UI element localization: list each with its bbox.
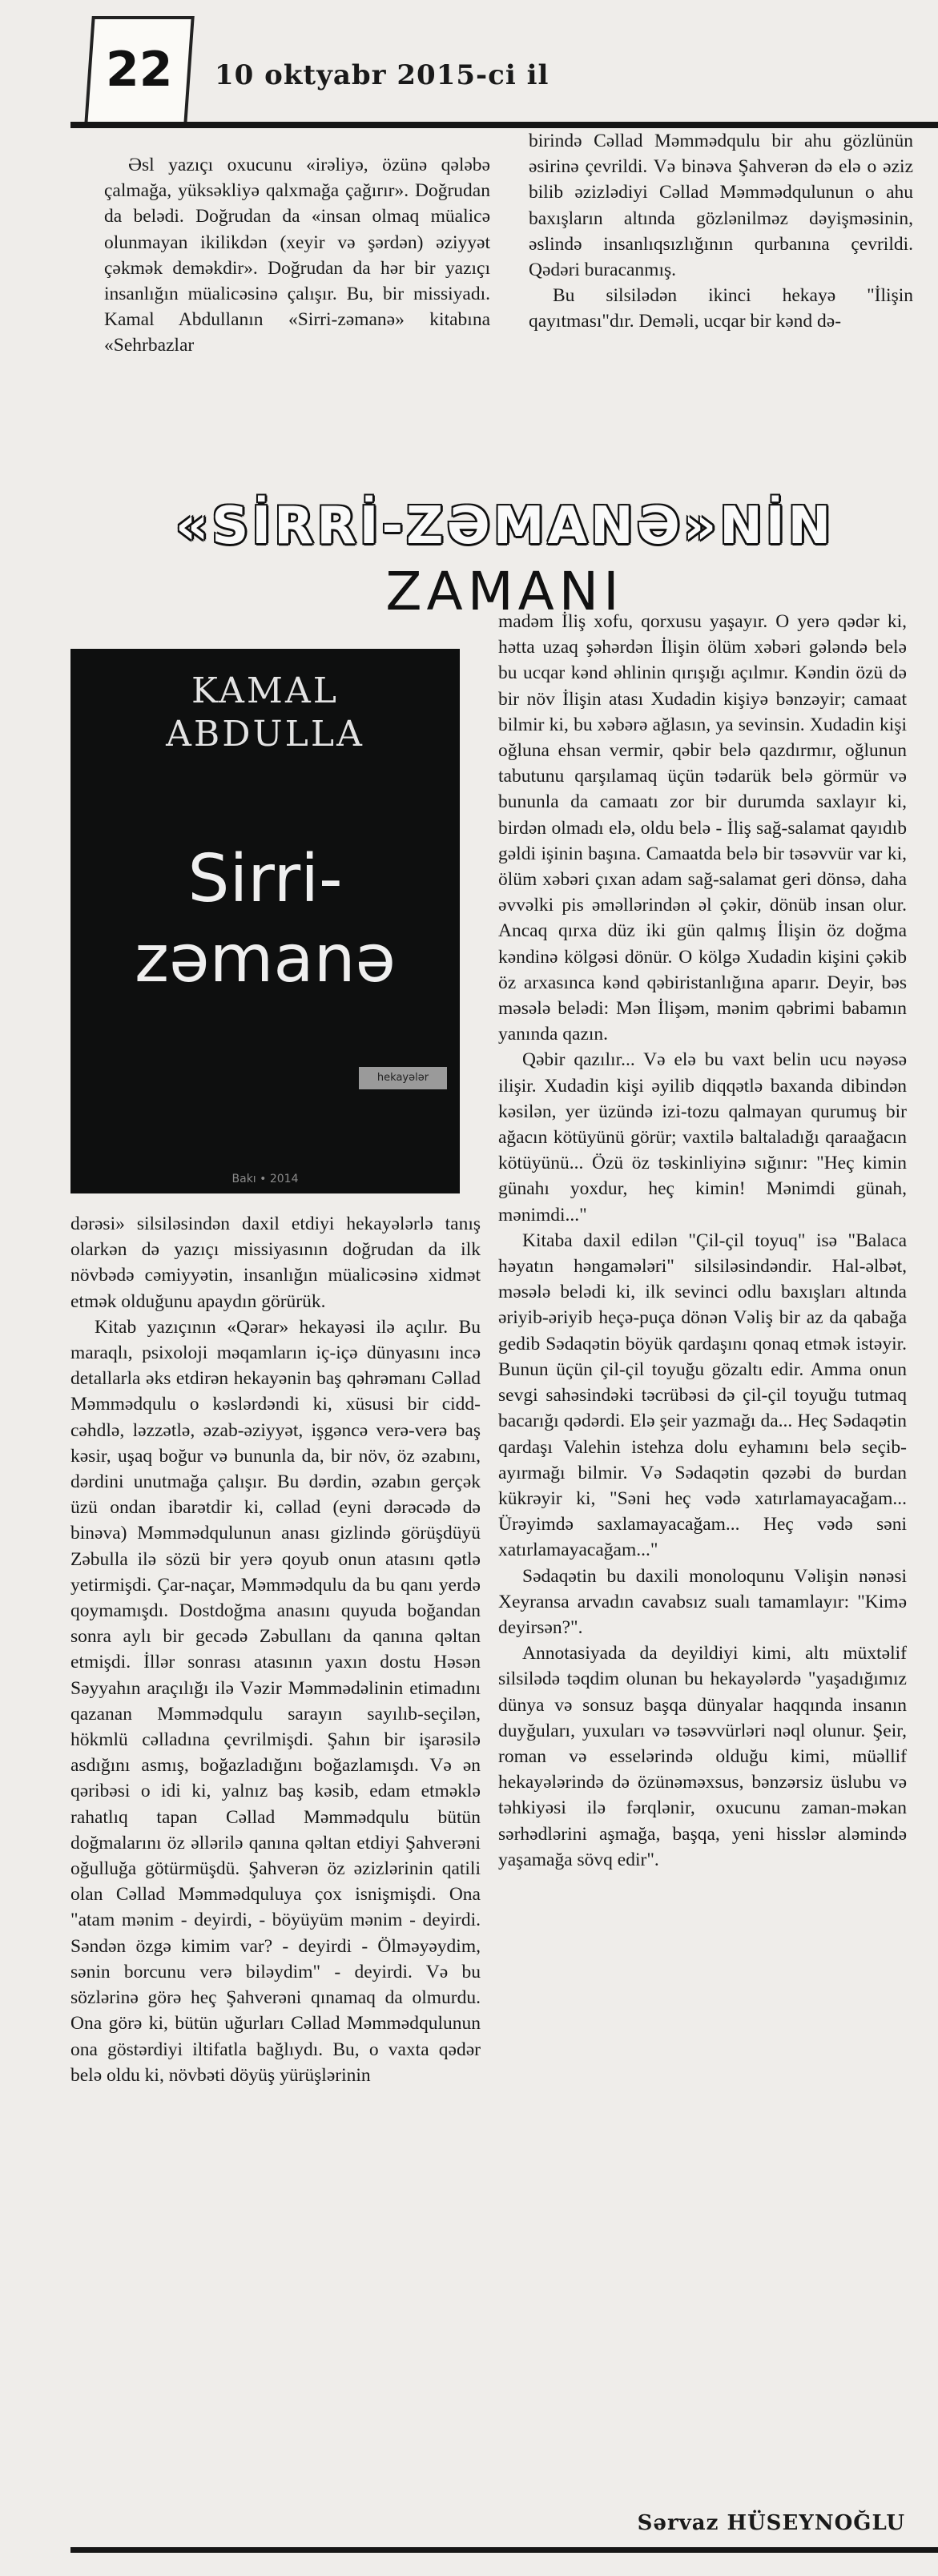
right-paragraph: madəm İliş xofu, qorxusu yaşayır. O yerə qədər ki, hətta uzaq şəhərdən İlişin ölüm xəbəri gələndə belə bu ucqar kənd əhlinin qırışığı açılmır. Kəndin özü də bir növ İlişin atası Xudadin kişiyə bənzəyir; camaat bilmir ki, bu xəbərə ağlasın, ya sevinsin. Xudadin kişi oğluna ehsan vermir, qəbir belə qazdırmır, oğlunun tabutunu qarşılamaq üçün tədarük belə görmür və bununla da camaatı zor bir durumda saxlayır ki, birdən olmadı elə, oldu belə - İliş sağ-salamat qayıdıb gəldi işinin başına. Camaatda belə bir təsəvvür var ki, ölüm xəbəri çıxan adam sağ-salamat geri dönsə, daha əvvəlki pis əməllərindən əl çəkir, dönüb insan olur. Ancaq qırxa düz iki gün qalmış İlişin öz doğma kəndinə kölgəsi dönür. O kölgə Xudadin kişini çəkib öz arxasınca kənd qəbiristanlığına aparır. Deyir, bəs məsələ belədi: Mən İlişəm, mənim qəbrimi babamın yanında qazın. bbox=[498, 611, 907, 1045]
book-title: Sirri- zəmanə bbox=[134, 841, 397, 997]
book-publisher-footer: Bakı • 2014 bbox=[231, 1173, 299, 1185]
book-genre-label: hekayələr bbox=[359, 1067, 447, 1089]
issue-date: 10 oktyabr 2015-ci il bbox=[215, 59, 550, 91]
left-paragraph: Kitab yazıçının «Qərar» hekayəsi ilə açılır. Bu maraqlı, psixoloji məqamların iç-içə dünyasını incə detallarla əks etdirən hekayənin baş qəhrəmanı Cəllad Məmmədqulu o kəslərdəndi ki, xüsusi bir cidd-cəhdlə, ləzzətlə, əzab-əziyyət, işgəncə verə-verə baş kəsir, uşaq boğur və bununla da, bir növ, öz əzabını, dərdini unutmağa çalışır. Bu dərdin, əzabın gerçək üzü ondan ibarətdir ki, cəllad (eyni dərəcədə də binəva) Məmmədqulunun anası gizlində görüşdüyü Zəbulla ilə sözü bir yerə qoyub onun atasını qətlə yetirmişdi. Çar-naçar, Məmmədqulu da bu qanı yerdə qoymamışdı. Dostdoğma anasını quyuda boğandan sonra aylı bir gecədə Zəbullanı da qanına qəltan etmişdi. İllər sonrası atasının yaxın dostu Həsən Səyyahın araçılığı ilə Vəzir Məmmədəlinin etimadını qazanan Məmmədqulu sarayın sayılıb-seçilən, hökmlü cəlladına çevrilmişdi. Şahın bir işarəsilə asdığını asmış, boğazladığını boğazlamışdı. Və ən qəribəsi o idi ki, yalnız baş kəsib, edam etməklə rahatlıq tapan Cəllad Məmmədqulu bütün doğmalarını öz əllərilə qanına qəltan etdiyi Şahverəni oğulluğa götürmüşdü. Şahverən öz əzizlərinin qatili olan Cəllad Məmmədquluya çox isnişmişdi. Ona "atam mənim - deyirdi, - böyüyüm mənim - deyirdi. Səndən özgə kimim var? - deyirdi - Ölməyəydim, sənin borcunu verə biləydim" - deyirdi. Və bu sözlərinə görə heç Şahverəni qınamaq da olmurdu. Ona görə ki, bütün uğurları Cəllad Məmmədqulunun ona göstərdiyi iltifatla bağlıydı. Bu, o vaxta qədər belə oldu ki, növbəti döyüş yürüşlərinin bbox=[70, 1316, 481, 2086]
book-cover-image bbox=[70, 649, 460, 1193]
author-signature: Sərvaz HÜSEYNOĞLU bbox=[637, 2511, 905, 2535]
right-paragraph: Qəbir qazılır... Və elə bu vaxt belin ucu nəyəsə ilişir. Xudadin kişi əyilib diqqətlə baxanda dibindən kəsilən, yer üzündə izi-tozu qalmayan qurumuş bir ağacın kötüyünü görür; vaxtilə baltaladığı qaraağacın kötüyünü... Özü öz təskinliyinə sığınır: "Heç kimin günahı yoxdur, heç kimin! Mənimdi günah, mənimdi..." bbox=[498, 1049, 907, 1226]
book-author: KAMAL ABDULLA bbox=[166, 670, 364, 755]
left-column bbox=[70, 1211, 481, 2088]
right-column bbox=[498, 609, 907, 1873]
footer-rule bbox=[70, 2547, 938, 2553]
page-header bbox=[0, 0, 938, 136]
intro-left-paragraph: Əsl yazıçı oxucunu «irəliyə, özünə qələbə çalmağa, yüksəkliyə qalxmağa çağırır». Doğrudan da belədi. Doğrudan da «insan olmaq müalicə olunmayan ikilikdən (xeyir və şərdən) əziyyət çəkmək deməkdir». Doğrudan da hər bir yazıçı insanlığın müalicəsinə çalışır. Bu, bir missiyadı. Kamal Abdullanın «Sirri-zəmanə» kitabına «Sehrbazlar bbox=[104, 155, 490, 356]
intro-right-paragraph-2: Bu silsilədən ikinci hekayə "İlişin qayıtması"dır. Deməli, ucqar bir kənd də- bbox=[529, 285, 913, 332]
intro-right-column bbox=[529, 128, 913, 335]
right-paragraph: Kitaba daxil edilən "Çil-çil toyuq" isə "Balaca həyatın həngamələri" silsiləsindəndir. Hal-əlbət, məsələ belədi ki, ilk sevinci odlu baxışları altında əriyib-əriyib heçə-puça dönən Vəliş bir az da qabağa gedib Sədaqətin böyük qardaşını qonaq etmək istəyir. Bunun üçün çil-çil toyuğu gözaltı edir. Amma onun sevgi sahəsindəki təcrübəsi də çil-çil toyuğu tutmaq bacarığı qədərdi. Elə şeir yazmağı da... Heç Sədaqətin qardaşı Valehin istehza dolu eyhamını belə seçib-ayırmağı bilmir. Və Sədaqətin qəzəbi də burdan kükrəyir ki, "Səni heç vədə xatırlamayacağam... Ürəyimdə saxlamayacağam... Heç vədə səni xatırlamayacağam..." bbox=[498, 1230, 907, 1561]
right-paragraph: Annotasiyada da deyildiyi kimi, altı müxtəlif silsilədə təqdim olunan bu hekayələrdə "yaşadığımız dünya və sonsuz başqa dünyalar haqqında insanın duyğuları, yuxuları və təsəvvürləri nəql olunur. Şeir, roman və esselərində olduğu kimi, müəllif hekayələrində də özünəməxsus, bənzərsiz üslubu və təhkiyəsi ilə fərqlənir, oxucunu zaman-məkan sərhədlərini aşmağa, başqa, yeni hisslər aləmində yaşamağa sövq edir". bbox=[498, 1643, 907, 1870]
page-number: 22 bbox=[106, 42, 173, 98]
intro-left-column bbox=[104, 152, 490, 359]
left-paragraph: dərəsi» silsiləsindən daxil etdiyi hekayələrlə tanış olarkən də yazıçı missiyasının doğrudan da ilk növbədə cəmiyyətin, insanlığın müalicəsinə xidmət etmək olduğunu apaydın görürük. bbox=[70, 1214, 481, 1312]
intro-right-paragraph-1: birində Cəllad Məmmədqulu bir ahu gözlünün əsirinə çevrildi. Və binəva Şahverən də elə o əziz bilib əzizlədiyi Cəllad Məmmədqulunun o ahu baxışların altında gözlənilməz dəyişməsinin, əslində insanlıqsızlığının qurbanına çevrildi. Qədəri buracanmış. bbox=[529, 131, 913, 281]
right-paragraph: Sədaqətin bu daxili monoloqunu Vəlişin nənəsi Xeyransa arvadın cavabsız sualı tamamlayır: "Kimə deyirsən?". bbox=[498, 1565, 907, 1638]
header-rule bbox=[70, 122, 938, 128]
article-title-line2: ZAMANI bbox=[385, 561, 624, 622]
article-title-line1: «SİRRİ-ZƏMANƏ»NİN bbox=[175, 497, 835, 556]
